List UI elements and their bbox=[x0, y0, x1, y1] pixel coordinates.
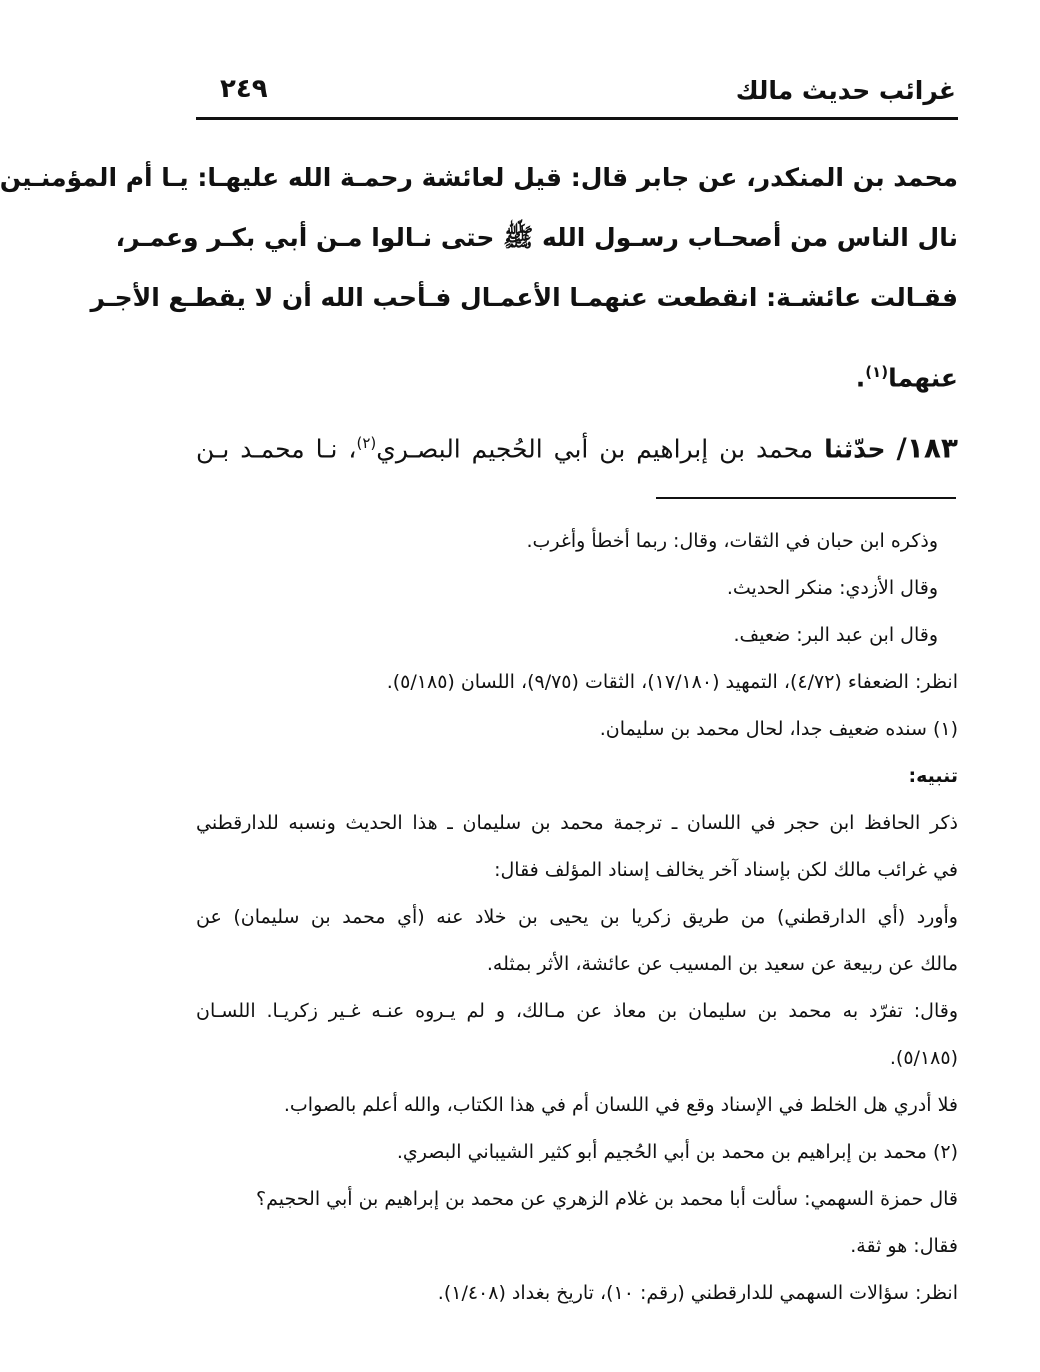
footnote-line: وأورد (أي الدارقطني) من طريق زكريا بن يحيى بن خلاد عنه (أي محمد بن سليمان) عن bbox=[196, 906, 958, 928]
header-rule bbox=[196, 117, 958, 120]
footnote-line: وقال الأزدي: منكر الحديث. bbox=[726, 577, 938, 599]
footnote-line: (٥/١٨٥). bbox=[889, 1047, 958, 1069]
page-header bbox=[196, 72, 956, 118]
page-number: ٢٤٩ bbox=[220, 74, 268, 104]
footnotes bbox=[196, 518, 958, 1317]
main-text bbox=[0, 148, 958, 408]
footnote-line: انظر: سؤالات السهمي للدارقطني (رقم: ١٠)، تاريخ بغداد (١/٤٠٨). bbox=[437, 1282, 958, 1304]
running-title: غرائب حديث مالك bbox=[735, 76, 956, 105]
footnote-ref-1: (١) bbox=[865, 363, 889, 381]
footnote-line: وذكره ابن حبان في الثقات، وقال: ربما أخطأ وأغرب. bbox=[526, 530, 938, 552]
haddathana-word: حدّثنا bbox=[824, 434, 886, 464]
footnote-line: انظر: الضعفاء (٤/٧٢)، التمهيد (١٧/١٨٠)، الثقات (٩/٧٥)، اللسان (٥/١٨٥). bbox=[386, 671, 958, 693]
hadith-text-end: ، نـا محمـد بـن bbox=[196, 434, 357, 464]
hadith-183-line bbox=[196, 418, 958, 474]
main-line-4-text: عنهما bbox=[888, 363, 958, 393]
footnote-line: وقال ابن عبد البر: ضعيف. bbox=[733, 624, 938, 646]
hadith-text: محمد بن إبراهيم بن أبي الحُجيم البصـري bbox=[376, 434, 814, 464]
footnote-line: في غرائب مالك لكن بإسناد آخر يخالف إسناد المؤلف فقال: bbox=[494, 859, 958, 881]
footnote-line: وقال: تفرّد به محمد بن سليمان بن معاذ عن مـالك، و لم يـروه عنـه غـير زكريـا. اللسـان bbox=[196, 1000, 958, 1022]
note-heading: تنبيه: bbox=[908, 765, 958, 787]
main-line-1: محمد بن المنكدر، عن جابر قال: قيل لعائشة رحمـة الله عليهـا: يـا أم المؤمنـين bbox=[0, 163, 958, 192]
footnote-line: ذكر الحافظ ابن حجر في اللسان ـ ترجمة محمد بن سليمان ـ هذا الحديث ونسبه للدارقطني bbox=[196, 812, 958, 834]
main-line-2: نال الناس من أصحـاب رسـول الله ﷺ حتى نـالوا مـن أبي بكـر وعمـر، bbox=[115, 223, 958, 252]
hadith-number: ١٨٣/ bbox=[896, 431, 959, 465]
footnote-1: (١) سنده ضعيف جدا، لحال محمد بن سليمان. bbox=[599, 718, 958, 740]
main-line-4 bbox=[196, 342, 958, 408]
footnote-2: (٢) محمد بن إبراهيم بن محمد بن أبي الحُجيم أبو كثير الشيباني البصري. bbox=[396, 1141, 958, 1163]
main-line-3: فقـالت عائشـة: انقطعت عنهمـا الأعمـال فـأحب الله أن لا يقطـع الأجـر bbox=[90, 283, 958, 312]
footnote-line: مالك عن ربيعة عن سعيد بن المسيب عن عائشة، الأثر بمثله. bbox=[486, 953, 958, 975]
footnote-line: فلا أدري هل الخلط في الإسناد وقع في اللسان أم في هذا الكتاب، والله أعلم بالصواب. bbox=[283, 1094, 958, 1116]
footnote-separator bbox=[656, 497, 956, 499]
footnote-ref-2: (٢) bbox=[356, 434, 377, 452]
main-line-4-end: . bbox=[855, 363, 866, 393]
footnote-line: قال حمزة السهمي: سألت أبا محمد بن غلام الزهري عن محمد بن إبراهيم بن أبي الحجيم؟ bbox=[256, 1188, 958, 1210]
footnote-line: فقال: هو ثقة. bbox=[850, 1235, 958, 1257]
